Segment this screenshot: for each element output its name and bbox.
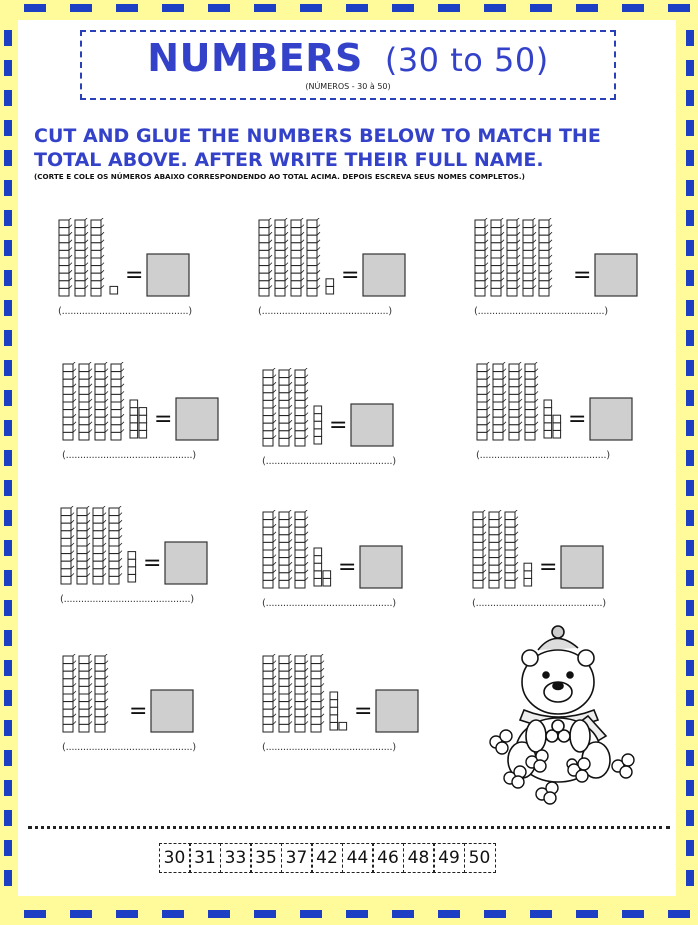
base-ten-blocks xyxy=(258,218,411,300)
unit-cube xyxy=(330,722,338,730)
border-dash xyxy=(686,30,694,46)
border-dash xyxy=(686,330,694,346)
border-dash xyxy=(24,4,46,12)
border-dash xyxy=(686,840,694,856)
border-dash xyxy=(4,360,12,376)
unit-cube xyxy=(544,423,552,431)
border-dash xyxy=(4,480,12,496)
ten-rod xyxy=(295,510,308,588)
unit-cube xyxy=(323,571,331,579)
unit-cube xyxy=(524,578,532,586)
border-dash xyxy=(4,780,12,796)
border-dash xyxy=(576,4,598,12)
base-ten-blocks xyxy=(262,654,424,736)
unit-cube xyxy=(130,415,138,423)
unit-cube xyxy=(553,423,561,431)
border-dash xyxy=(254,910,276,918)
ten-rod xyxy=(279,368,292,446)
problem-item xyxy=(258,218,411,317)
unit-cube xyxy=(130,400,138,408)
border-dash xyxy=(4,870,12,886)
border-dash xyxy=(484,4,506,12)
border-dash xyxy=(686,780,694,796)
answer-box[interactable] xyxy=(360,546,402,588)
border-dash xyxy=(686,90,694,106)
cutout-numbers-row xyxy=(160,843,496,873)
name-blank-line[interactable]: (............................................) xyxy=(258,306,392,317)
equals-sign: = xyxy=(354,699,373,724)
border-dash xyxy=(686,720,694,736)
unit-cube xyxy=(330,715,338,723)
ten-rod xyxy=(491,218,504,296)
cutout-number[interactable]: 49 xyxy=(433,843,465,873)
border-dash xyxy=(254,4,276,12)
base-ten-blocks xyxy=(472,510,609,592)
border-dash xyxy=(686,420,694,436)
ten-rod xyxy=(477,362,490,440)
border-dash xyxy=(4,630,12,646)
border-dash xyxy=(686,300,694,316)
border-dash xyxy=(668,4,690,12)
base-ten-blocks xyxy=(476,362,638,444)
unit-cube xyxy=(314,436,322,444)
border-dash xyxy=(686,150,694,166)
equals-sign: = xyxy=(125,263,144,288)
border-dash xyxy=(162,4,184,12)
problem-item xyxy=(262,654,424,753)
border-dash xyxy=(392,4,414,12)
border-dash xyxy=(686,750,694,766)
border-dash xyxy=(4,600,12,616)
unit-cube xyxy=(314,563,322,571)
base-ten-blocks xyxy=(62,654,199,736)
unit-cube xyxy=(130,430,138,438)
border-dash xyxy=(346,910,368,918)
border-dash xyxy=(686,480,694,496)
border-dash xyxy=(4,240,12,256)
border-dash xyxy=(4,180,12,196)
ten-rod xyxy=(61,506,74,584)
name-blank-line[interactable]: (............................................) xyxy=(472,598,606,609)
ten-rod xyxy=(525,362,538,440)
base-ten-blocks xyxy=(474,218,643,300)
border-dash xyxy=(686,690,694,706)
border-dash xyxy=(4,570,12,586)
problem-item xyxy=(58,218,195,317)
unit-cube xyxy=(544,400,552,408)
ten-rod xyxy=(95,362,108,440)
cutout-number[interactable]: 48 xyxy=(403,843,435,873)
ten-rod xyxy=(263,510,276,588)
ten-rod xyxy=(307,218,320,296)
title-word: NUMBERS xyxy=(147,36,363,80)
ten-rod xyxy=(509,362,522,440)
base-ten-blocks xyxy=(58,218,195,300)
unit-cube xyxy=(323,578,331,586)
border-dash xyxy=(4,840,12,856)
border-dash xyxy=(70,910,92,918)
name-blank-line[interactable]: (............................................) xyxy=(60,594,194,605)
polar-bear-illustration xyxy=(480,620,640,814)
ten-rod xyxy=(59,218,72,296)
ten-rod xyxy=(63,654,76,732)
equals-sign: = xyxy=(154,407,173,432)
unit-cube xyxy=(314,406,322,414)
title-range: (30 to 50) xyxy=(384,41,549,79)
border-dash xyxy=(686,570,694,586)
ten-rod xyxy=(295,368,308,446)
border-dash xyxy=(686,510,694,526)
cutout-number[interactable]: 30 xyxy=(159,843,191,873)
name-blank-line[interactable]: (............................................) xyxy=(262,598,396,609)
border-dash xyxy=(4,300,12,316)
instructions-portuguese: (CORTE E COLE OS NÚMEROS ABAIXO CORRESPONDENDO AO TOTAL ACIMA. DEPOIS ESCREVA SEUS NOMES COMPLETOS.) xyxy=(34,172,525,181)
border-dash xyxy=(4,750,12,766)
ten-rod xyxy=(291,218,304,296)
ten-rod xyxy=(95,654,108,732)
unit-cube xyxy=(553,430,561,438)
unit-cube xyxy=(330,692,338,700)
ten-rod xyxy=(505,510,518,588)
ten-rod xyxy=(475,218,488,296)
answer-box[interactable] xyxy=(151,690,193,732)
unit-cube xyxy=(326,279,334,287)
ten-rod xyxy=(489,510,502,588)
unit-cube xyxy=(553,415,561,423)
border-dash xyxy=(622,910,644,918)
problem-item xyxy=(62,654,199,753)
name-blank-line[interactable]: (............................................) xyxy=(62,450,196,461)
border-dash xyxy=(686,810,694,826)
unit-cube xyxy=(314,429,322,437)
ten-rod xyxy=(79,362,92,440)
border-dash xyxy=(686,450,694,466)
unit-cube xyxy=(130,423,138,431)
ten-rod xyxy=(77,506,90,584)
border-dash xyxy=(4,720,12,736)
equals-sign: = xyxy=(539,555,558,580)
border-dash xyxy=(300,910,322,918)
ten-rod xyxy=(279,510,292,588)
unit-cube xyxy=(330,707,338,715)
unit-cube xyxy=(544,408,552,416)
cutout-number[interactable]: 35 xyxy=(250,843,282,873)
unit-cube xyxy=(128,559,136,567)
ten-rod xyxy=(263,368,276,446)
equals-sign: = xyxy=(143,551,162,576)
equals-sign: = xyxy=(329,413,348,438)
cutout-number[interactable]: 42 xyxy=(311,843,343,873)
border-dash xyxy=(686,390,694,406)
border-dash xyxy=(622,4,644,12)
border-dash xyxy=(4,390,12,406)
border-dash xyxy=(686,600,694,616)
ten-rod xyxy=(311,654,324,732)
base-ten-blocks xyxy=(262,510,408,592)
border-dash xyxy=(4,90,12,106)
answer-box[interactable] xyxy=(176,398,218,440)
border-dash xyxy=(530,910,552,918)
border-dash xyxy=(4,540,12,556)
unit-cube xyxy=(314,571,322,579)
unit-cube xyxy=(139,415,147,423)
ten-rod xyxy=(63,362,76,440)
border-dash xyxy=(4,210,12,226)
unit-cube xyxy=(544,430,552,438)
base-ten-blocks xyxy=(62,362,224,444)
ten-rod xyxy=(523,218,536,296)
polar-bear-icon xyxy=(480,620,640,810)
equals-sign: = xyxy=(338,555,357,580)
border-dash xyxy=(70,4,92,12)
border-dash xyxy=(300,4,322,12)
border-dash xyxy=(24,910,46,918)
border-dash xyxy=(4,120,12,136)
border-dash xyxy=(208,910,230,918)
border-dash xyxy=(4,810,12,826)
equals-sign: = xyxy=(573,263,592,288)
border-dash xyxy=(4,270,12,286)
unit-cube xyxy=(139,430,147,438)
page-title xyxy=(82,36,614,80)
border-dash xyxy=(116,910,138,918)
unit-cube xyxy=(326,286,334,294)
ten-rod xyxy=(259,218,272,296)
border-dash xyxy=(686,870,694,886)
unit-cube xyxy=(314,556,322,564)
base-ten-blocks xyxy=(60,506,213,588)
ten-rod xyxy=(75,218,88,296)
unit-cube xyxy=(314,421,322,429)
border-dash xyxy=(686,540,694,556)
unit-cube xyxy=(314,578,322,586)
border-dash xyxy=(4,660,12,676)
unit-cube xyxy=(110,286,118,294)
border-dash xyxy=(686,630,694,646)
border-dash xyxy=(4,510,12,526)
border-dash xyxy=(686,210,694,226)
unit-cube xyxy=(128,567,136,575)
cutout-number[interactable]: 50 xyxy=(464,843,496,873)
ten-rod xyxy=(109,506,122,584)
border-dash xyxy=(4,30,12,46)
unit-cube xyxy=(330,700,338,708)
border-dash xyxy=(484,910,506,918)
name-blank-line[interactable]: (............................................) xyxy=(62,742,196,753)
name-blank-line[interactable]: (............................................) xyxy=(476,450,610,461)
border-dash xyxy=(116,4,138,12)
answer-box[interactable] xyxy=(147,254,189,296)
answer-box[interactable] xyxy=(351,404,393,446)
unit-cube xyxy=(314,414,322,422)
border-dash xyxy=(4,420,12,436)
cutout-number[interactable]: 46 xyxy=(372,843,404,873)
unit-cube xyxy=(130,408,138,416)
ten-rod xyxy=(275,218,288,296)
border-dash xyxy=(208,4,230,12)
cutout-number[interactable]: 44 xyxy=(342,843,374,873)
ten-rod xyxy=(263,654,276,732)
ten-rod xyxy=(93,506,106,584)
border-dash xyxy=(686,270,694,286)
answer-box[interactable] xyxy=(165,542,207,584)
problem-item xyxy=(472,510,609,609)
ten-rod xyxy=(295,654,308,732)
unit-cube xyxy=(339,722,347,730)
cut-line xyxy=(28,826,670,829)
cutout-number[interactable]: 31 xyxy=(189,843,221,873)
border-dash xyxy=(576,910,598,918)
problem-item xyxy=(476,362,638,461)
unit-cube xyxy=(128,574,136,582)
border-dash xyxy=(438,4,460,12)
border-dash xyxy=(686,180,694,196)
unit-cube xyxy=(139,408,147,416)
problem-item xyxy=(60,506,213,605)
ten-rod xyxy=(539,218,552,296)
name-blank-line[interactable]: (............................................) xyxy=(262,742,396,753)
page-subtitle: (NÚMEROS - 30 à 50) xyxy=(305,82,391,91)
border-dash xyxy=(4,690,12,706)
answer-box[interactable] xyxy=(590,398,632,440)
unit-cube xyxy=(524,571,532,579)
name-blank-line[interactable]: (............................................) xyxy=(474,306,608,317)
border-dash xyxy=(346,4,368,12)
border-dash xyxy=(530,4,552,12)
border-dash xyxy=(686,60,694,76)
base-ten-blocks xyxy=(262,368,399,450)
border-dash xyxy=(668,910,690,918)
equals-sign: = xyxy=(568,407,587,432)
ten-rod xyxy=(91,218,104,296)
border-dash xyxy=(686,660,694,676)
problem-item xyxy=(62,362,224,461)
equals-sign: = xyxy=(341,263,360,288)
problem-item xyxy=(262,510,408,609)
border-dash xyxy=(392,910,414,918)
problem-item xyxy=(262,368,399,467)
cutout-number[interactable]: 33 xyxy=(220,843,252,873)
unit-cube xyxy=(544,415,552,423)
border-dash xyxy=(686,240,694,256)
ten-rod xyxy=(79,654,92,732)
answer-box[interactable] xyxy=(363,254,405,296)
border-dash xyxy=(438,910,460,918)
border-dash xyxy=(4,60,12,76)
border-dash xyxy=(162,910,184,918)
unit-cube xyxy=(139,423,147,431)
border-dash xyxy=(4,150,12,166)
ten-rod xyxy=(493,362,506,440)
border-dash xyxy=(686,360,694,376)
ten-rod xyxy=(507,218,520,296)
name-blank-line[interactable]: (............................................) xyxy=(58,306,192,317)
cutout-number[interactable]: 37 xyxy=(281,843,313,873)
unit-cube xyxy=(314,548,322,556)
problem-item xyxy=(474,218,643,317)
name-blank-line[interactable]: (............................................) xyxy=(262,456,396,467)
instructions-english: CUT AND GLUE THE NUMBERS BELOW TO MATCH THE TOTAL ABOVE. AFTER WRITE THEIR FULL NAME. xyxy=(34,125,601,171)
title-box xyxy=(80,30,616,100)
answer-box[interactable] xyxy=(595,254,637,296)
ten-rod xyxy=(111,362,124,440)
border-dash xyxy=(4,330,12,346)
ten-rod xyxy=(279,654,292,732)
answer-box[interactable] xyxy=(376,690,418,732)
equals-sign: = xyxy=(129,699,148,724)
border-dash xyxy=(686,120,694,136)
border-dash xyxy=(4,450,12,466)
unit-cube xyxy=(524,563,532,571)
unit-cube xyxy=(128,552,136,560)
answer-box[interactable] xyxy=(561,546,603,588)
ten-rod xyxy=(473,510,486,588)
